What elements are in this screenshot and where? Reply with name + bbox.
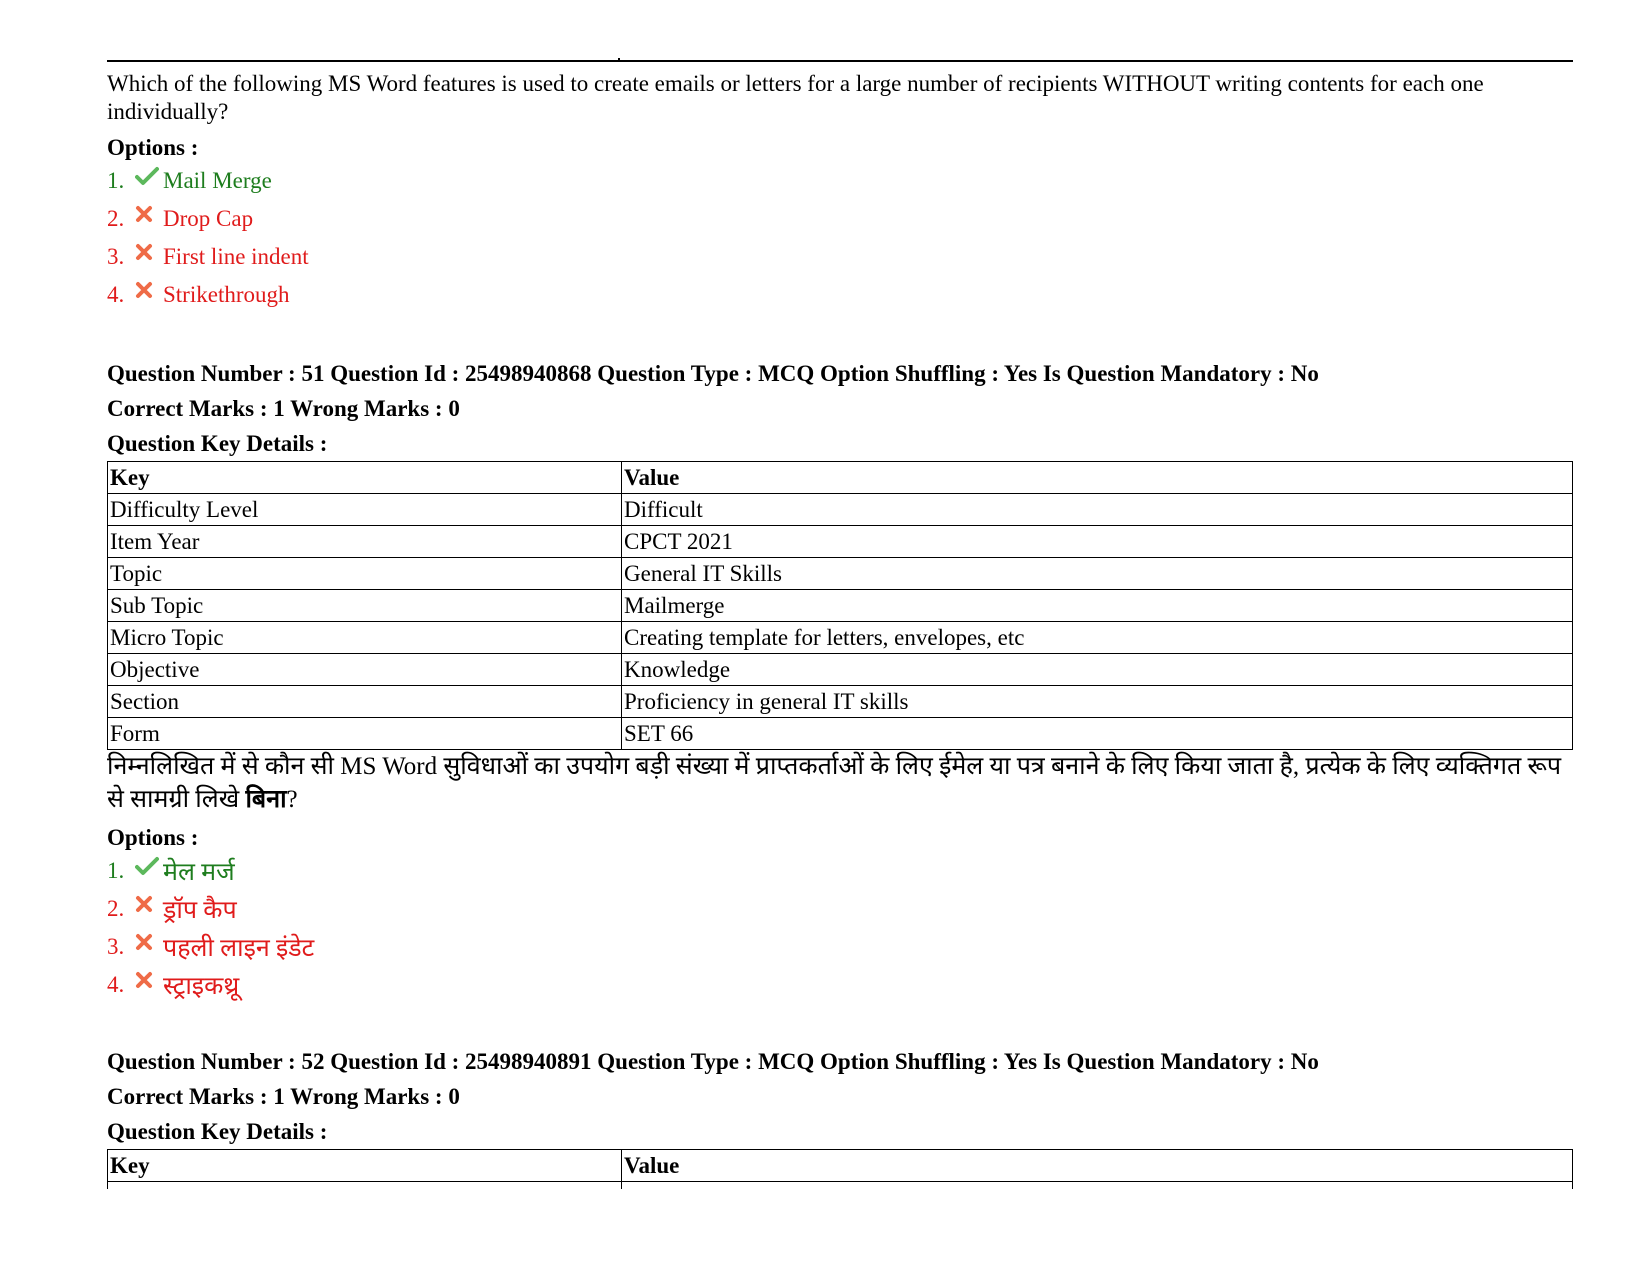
key-details-table-51 (107, 461, 1573, 750)
cross-icon (135, 243, 163, 261)
option-1-hi: 1. मेल मर्ज (107, 858, 235, 886)
options-label: Options : (107, 135, 199, 160)
question-text-hi: निम्नलिखित में से कौन सी MS Word सुविधाओं का उपयोग बड़ी संख्या में प्राप्तकर्ताओं के लिए ईमेल या पत्र बनाने के लिए किया जाता है, प्रत्येक के लिए व्यक्तिगत रूप से सामग्री लिखे बिना? (107, 753, 1562, 813)
header-value: Value (622, 1150, 1573, 1182)
header-key: Key (108, 462, 622, 494)
marks-meta-51: Correct Marks : 1 Wrong Marks : 0 (107, 396, 460, 421)
table-row: Sub Topic Mailmerge (108, 590, 1573, 622)
options-label-hi: Options : (107, 825, 199, 850)
check-icon (135, 856, 163, 876)
check-icon (135, 166, 163, 186)
header-value: Value (622, 462, 1573, 494)
cross-icon (135, 933, 163, 951)
table-row: Difficulty Level Difficult (108, 494, 1573, 526)
top-rule (107, 60, 1573, 62)
option-1: 1. Mail Merge (107, 168, 272, 193)
question-meta-51: Question Number : 51 Question Id : 25498940868 Question Type : MCQ Option Shuffling : Yes Is Question Mandatory : No (107, 361, 1319, 386)
options-list (107, 162, 1573, 314)
cross-icon (135, 971, 163, 989)
option-4: 4. Strikethrough (107, 282, 290, 307)
question-meta-52: Question Number : 52 Question Id : 25498940891 Question Type : MCQ Option Shuffling : Yes Is Question Mandatory : No (107, 1049, 1319, 1074)
key-details-label-51: Question Key Details : (107, 431, 328, 456)
option-4-hi: 4. स्ट्राइकथ्रू (107, 972, 240, 1000)
key-details-label-52: Question Key Details : (107, 1119, 328, 1144)
cross-icon (135, 895, 163, 913)
key-details-table-52 (107, 1149, 1573, 1189)
table-header-row (108, 462, 1573, 494)
option-3-hi: 3. पहली लाइन इंडेट (107, 934, 315, 962)
table-row: Section Proficiency in general IT skills (108, 686, 1573, 718)
table-row: Objective Knowledge (108, 654, 1573, 686)
question-paper-page (107, 60, 1573, 1189)
option-3: 3. First line indent (107, 244, 309, 269)
header-key: Key (108, 1150, 622, 1182)
cross-icon (135, 205, 163, 223)
question-text-en: Which of the following MS Word features is used to create emails or letters for a large number of recipients WITHOUT writing contents for each one individually? (107, 71, 1484, 124)
cross-icon (135, 281, 163, 299)
table-row: Micro Topic Creating template for letters, envelopes, etc (108, 622, 1573, 654)
option-2: 2. Drop Cap (107, 206, 254, 231)
table-row: Topic General IT Skills (108, 558, 1573, 590)
table-header-row (108, 1150, 1573, 1182)
options-list-hi (107, 852, 1573, 1004)
marks-meta-52: Correct Marks : 1 Wrong Marks : 0 (107, 1084, 460, 1109)
table-row: Form SET 66 (108, 718, 1573, 750)
table-row: Item Year CPCT 2021 (108, 526, 1573, 558)
question-text-hi-bold: बिना (245, 786, 287, 813)
option-2-hi: 2. ड्रॉप कैप (107, 896, 237, 924)
